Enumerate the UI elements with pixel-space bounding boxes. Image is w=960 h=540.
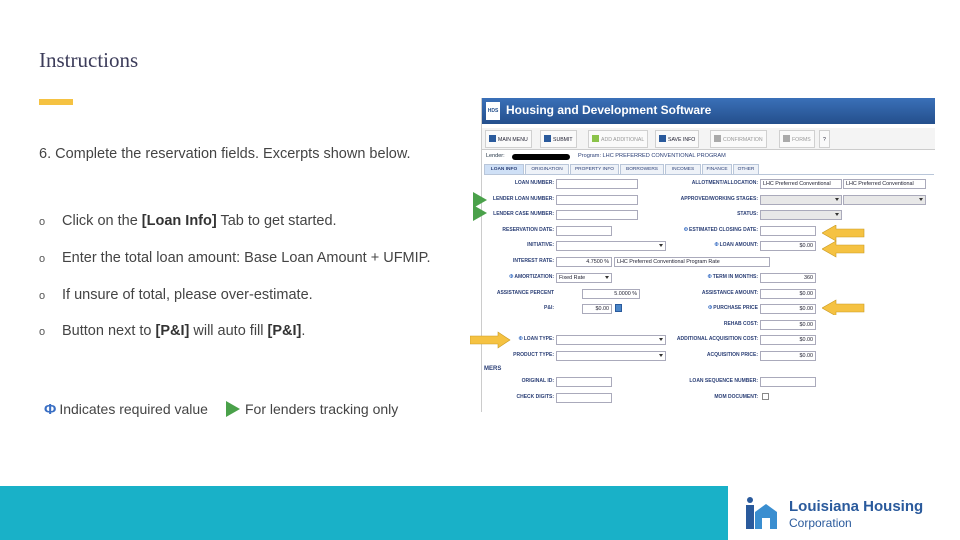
purchase-price-label: ΦPURCHASE PRICE	[708, 305, 758, 311]
app-title: Housing and Development Software	[506, 103, 712, 117]
initiative-label: INITIATIVE:	[527, 242, 554, 248]
interest-rate-field[interactable]: 4.7500 %	[556, 257, 612, 267]
lender-case-number-label: LENDER CASE NUMBER:	[493, 211, 554, 217]
required-legend: Φ Indicates required value	[44, 401, 208, 418]
green-triangle-icon	[226, 401, 240, 417]
acquisition-price-field[interactable]: $0.00	[760, 351, 816, 361]
forms-icon	[783, 135, 790, 142]
loan-amount-label: ΦLOAN AMOUNT:	[714, 242, 758, 248]
mom-document-checkbox[interactable]	[762, 393, 769, 400]
confirmation-button[interactable]: CONFIRMATION	[710, 130, 767, 148]
original-id-label: ORIGINAL ID:	[521, 378, 554, 384]
allotment-field[interactable]: LHC Preferred Conventional	[760, 179, 842, 189]
arrow-left-icon	[822, 300, 864, 315]
working-stages-label: APPROVED/WORKING STAGES:	[680, 196, 758, 202]
logo-subname: Corporation	[789, 516, 852, 530]
mom-document-label: MOM DOCUMENT:	[714, 394, 758, 400]
hds-screenshot	[481, 98, 935, 412]
lhc-logo	[728, 486, 960, 540]
allotment-field-2[interactable]: LHC Preferred Conventional	[843, 179, 926, 189]
mers-heading: MERS	[484, 366, 502, 372]
pi-label: P&I:	[544, 305, 554, 311]
pi-field[interactable]: $0.00	[582, 304, 612, 314]
app-header	[482, 98, 935, 124]
tab-loan-info[interactable]: LOAN INFO	[484, 164, 524, 175]
required-icon: Φ	[707, 274, 712, 280]
loan-sequence-field[interactable]	[760, 377, 816, 387]
required-icon: Φ	[683, 227, 689, 233]
tab-borrowers[interactable]: BORROWERS	[620, 164, 664, 175]
reservation-date-field[interactable]	[556, 226, 612, 236]
save-icon	[659, 135, 666, 142]
green-arrow-icon	[473, 205, 487, 221]
arrow-left-icon	[822, 225, 864, 241]
assistance-percent-label: ASSISTANCE PERCENT	[496, 290, 554, 296]
lender-legend: For lenders tracking only	[226, 401, 398, 417]
add-icon	[592, 135, 599, 142]
lender-label: Lender:	[486, 153, 505, 159]
slide-title: Instructions	[39, 48, 139, 72]
working-stages-select[interactable]	[760, 195, 842, 205]
amortization-label: ΦAMORTIZATION:	[509, 274, 554, 280]
tab-finance[interactable]: FINANCE	[702, 164, 732, 175]
loan-type-label: ΦLOAN TYPE:	[518, 336, 554, 342]
closing-date-label: ΦESTIMATED CLOSING DATE:	[683, 227, 758, 233]
check-digits-label: CHECK DIGITS:	[516, 394, 554, 400]
status-label: STATUS:	[737, 211, 758, 217]
help-button[interactable]: ?	[819, 130, 830, 148]
orange-arrows-right	[822, 225, 866, 315]
instruction-item: o Enter the total loan amount: Base Loan Amount + UFMIP.	[39, 250, 431, 266]
reservation-date-label: RESERVATION DATE:	[502, 227, 554, 233]
toolbar	[482, 128, 935, 150]
orange-arrow-loan-type	[470, 331, 512, 349]
arrow-left-icon	[822, 241, 864, 257]
closing-date-field[interactable]	[760, 226, 816, 236]
assistance-amount-label: ASSISTANCE AMOUNT:	[701, 290, 758, 296]
lender-loan-number-label: LENDER LOAN NUMBER:	[492, 196, 554, 202]
loan-number-label: LOAN NUMBER:	[514, 180, 554, 186]
tab-origination[interactable]: ORIGINATION	[525, 164, 569, 175]
arrow-right-icon	[470, 332, 510, 348]
green-arrows	[470, 190, 490, 224]
tab-bar	[484, 164, 934, 175]
loan-sequence-label: LOAN SEQUENCE NUMBER:	[689, 378, 758, 384]
instruction-item: o Click on the [Loan Info] Tab to get started.	[39, 213, 337, 229]
add-additional-button[interactable]: ADD ADDITIONAL	[588, 130, 648, 148]
step-heading: 6. Complete the reservation fields. Excerpts shown below.	[39, 146, 411, 162]
purchase-price-field[interactable]: $0.00	[760, 304, 816, 314]
initiative-select[interactable]	[556, 241, 666, 251]
lender-loan-number-field[interactable]	[556, 195, 638, 205]
loan-amount-field[interactable]: $0.00	[760, 241, 816, 251]
allotment-label: ALLOTMENT/ALLOCATION:	[691, 180, 758, 186]
assistance-amount-field[interactable]: $0.00	[760, 289, 816, 299]
title-accent-bar	[39, 99, 73, 105]
instruction-item: o Button next to [P&I] will auto fill [P&I].	[39, 323, 306, 339]
product-type-label: PRODUCT TYPE:	[513, 352, 554, 358]
forms-button[interactable]: FORMS	[779, 130, 815, 148]
logo-name: Louisiana Housing	[789, 498, 924, 515]
amortization-select[interactable]: Fixed Rate	[556, 273, 612, 283]
required-icon: Φ	[708, 305, 713, 311]
check-digits-field[interactable]	[556, 393, 612, 403]
hds-logo: HDS	[486, 102, 500, 120]
back-icon	[489, 135, 496, 142]
required-icon: Φ	[518, 336, 523, 342]
product-type-select[interactable]	[556, 351, 666, 361]
acquisition-price-label: ACQUISITION PRICE:	[706, 352, 758, 358]
instruction-item: o If unsure of total, please over-estimate.	[39, 287, 313, 303]
main-menu-button[interactable]: MAIN MENU	[485, 130, 532, 148]
lender-case-number-field[interactable]	[556, 210, 638, 220]
term-months-field[interactable]: 360	[760, 273, 816, 283]
tab-property-info[interactable]: PROPERTY INFO	[570, 164, 619, 175]
required-icon: Φ	[509, 274, 514, 280]
term-months-label: ΦTERM IN MONTHS:	[707, 274, 758, 280]
submit-icon	[544, 135, 551, 142]
tab-incomes[interactable]: INCOMES	[665, 164, 701, 175]
green-arrow-icon	[473, 192, 487, 208]
program-label: Program: LHC PREFERRED CONVENTIONAL PROGRAM	[578, 153, 726, 159]
rehab-cost-label: REHAB COST:	[723, 321, 758, 327]
rehab-cost-field[interactable]: $0.00	[760, 320, 816, 330]
submit-button[interactable]: SUBMIT	[540, 130, 577, 148]
interest-program-field: LHC Preferred Conventional Program Rate	[614, 257, 770, 267]
pi-calculate-icon[interactable]	[615, 304, 622, 312]
additional-acquisition-field[interactable]: $0.00	[760, 335, 816, 345]
lender-redaction	[512, 154, 570, 160]
assistance-percent-field[interactable]: 5.0000 %	[582, 289, 640, 299]
working-stages-select-2[interactable]	[843, 195, 926, 205]
required-icon: Φ	[714, 242, 719, 248]
required-symbol: Φ	[44, 401, 57, 418]
status-select[interactable]	[760, 210, 842, 220]
interest-rate-label: INTEREST RATE:	[512, 258, 554, 264]
loan-type-select[interactable]	[556, 335, 666, 345]
house-logo-icon	[742, 496, 778, 530]
original-id-field[interactable]	[556, 377, 612, 387]
tab-other[interactable]: OTHER	[733, 164, 759, 175]
loan-number-field[interactable]	[556, 179, 638, 189]
additional-acquisition-label: ADDITIONAL ACQUISITION COST:	[676, 336, 758, 342]
confirmation-icon	[714, 135, 721, 142]
save-info-button[interactable]: SAVE INFO	[655, 130, 699, 148]
